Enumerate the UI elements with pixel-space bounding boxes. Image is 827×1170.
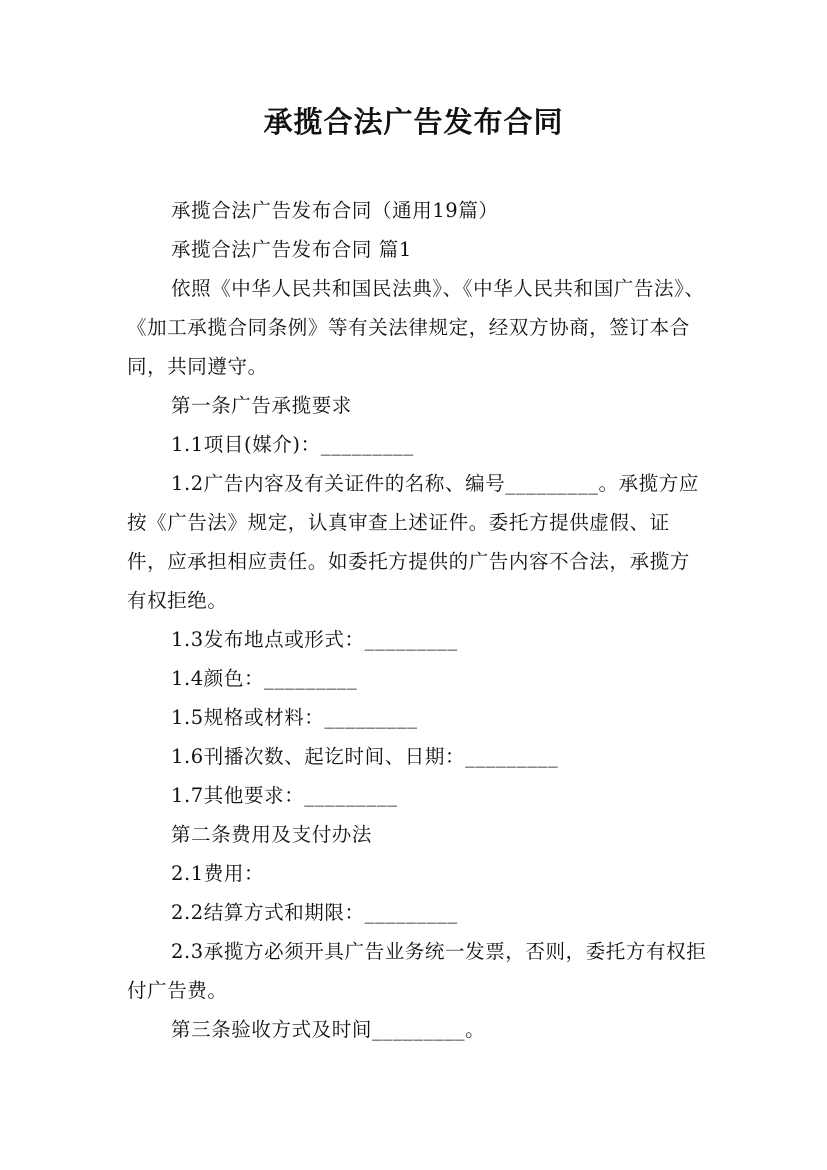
clause-1-5: 1.5规格或材料：_________ [171,706,418,729]
clause-1-1: 1.1项目(媒介)：_________ [171,433,414,456]
clause-1-4: 1.4颜色：_________ [171,667,358,690]
article-2-heading: 第二条费用及支付办法 [171,823,373,846]
clause-2-3: 2.3承揽方必须开具广告业务统一发票，否则，委托方有权拒付广告费。 [127,940,707,1002]
clause-1-2: 1.2广告内容及有关证件的名称、编号_________。承揽方应按《广告法》规定，认真审查上述证件。委托方提供虚假、证件，应承担相应责任。如委托方提供的广告内容不合法，承揽方有权拒绝。 [127,472,699,612]
document-title: 承揽合法广告发布合同 [263,105,564,139]
clause-1-3: 1.3发布地点或形式：_________ [171,628,458,651]
document-body [127,191,707,1049]
intro-paragraph: 依照《中华人民共和国民法典》、《中华人民共和国广告法》、《加工承揽合同条例》等有关法律规定，经双方协商，签订本合同，共同遵守。 [127,277,705,378]
clause-2-2: 2.2结算方式和期限：_________ [171,901,458,924]
article-3-heading: 第三条验收方式及时间_________。 [171,1018,486,1041]
clause-1-7: 1.7其他要求：_________ [171,784,398,807]
subtitle-paragraph: 承揽合法广告发布合同（通用19篇） [171,199,499,222]
clause-2-1: 2.1费用： [171,862,265,885]
section-heading: 承揽合法广告发布合同 篇1 [171,238,412,261]
article-1-heading: 第一条广告承揽要求 [171,394,352,417]
clause-1-6: 1.6刊播次数、起讫时间、日期：_________ [171,745,559,768]
